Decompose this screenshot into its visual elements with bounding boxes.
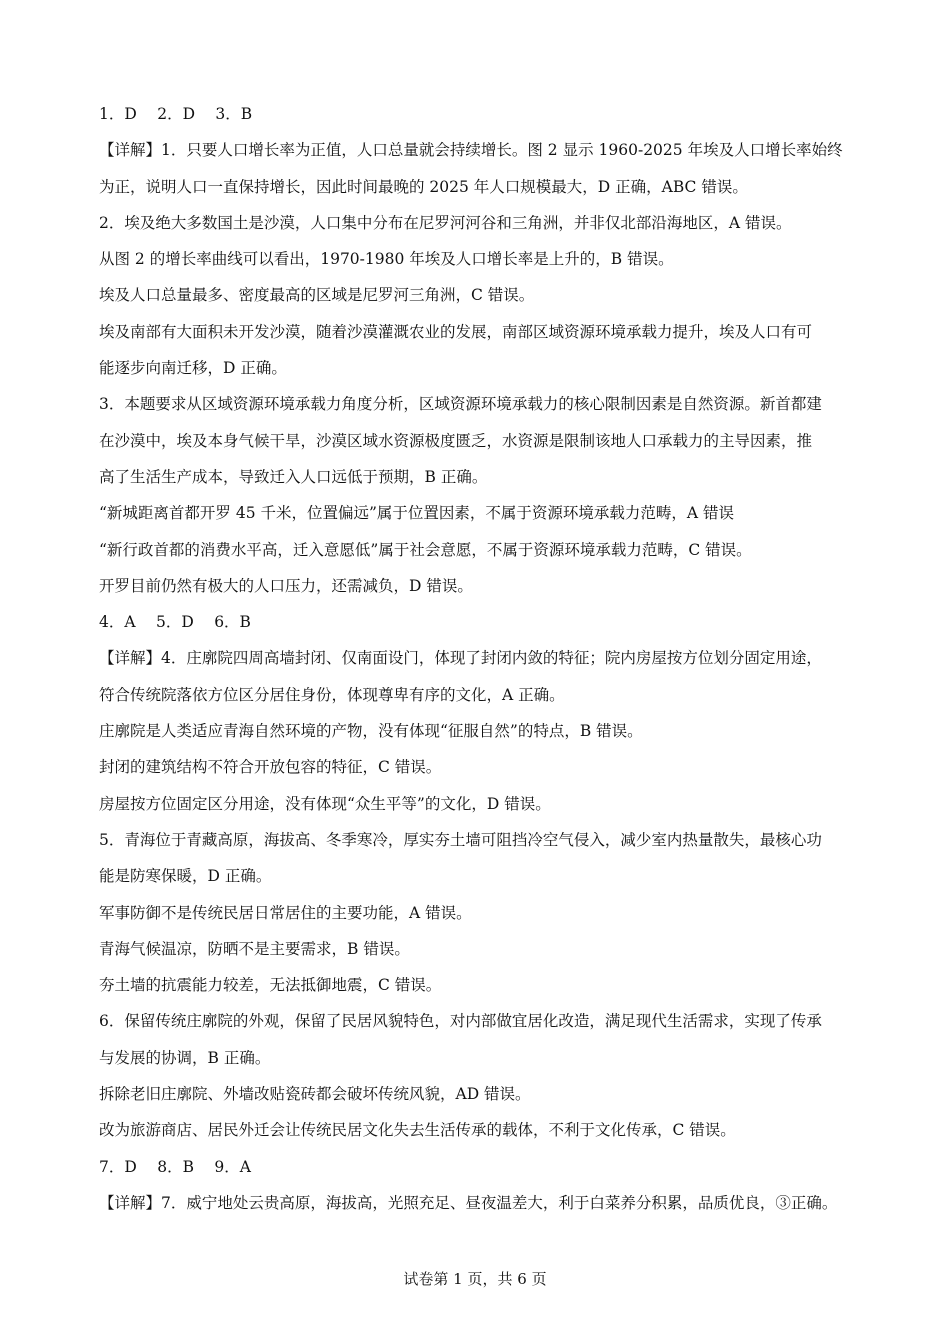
text-line: 与发展的协调，B 正确。 [99, 1048, 271, 1067]
page-footer: 试卷第 1 页，共 6 页 [403, 1270, 547, 1288]
text-line: 封闭的建筑结构不符合开放包容的特征，C 错误。 [99, 758, 442, 777]
text-line: 为正，说明人口一直保持增长，因此时间最晚的 2025 年人口规模最大，D 正确，ABC 错误。 [99, 177, 748, 196]
text-line: 【详解】1．只要人口增长率为正值，人口总量就会持续增长。图 2 显示 1960-2025 年埃及人口增长率始终 [99, 141, 843, 160]
answer-explanation-text [99, 96, 869, 1221]
text-line: 能逐步向南迁移，D 正确。 [99, 359, 287, 378]
text-line: 高了生活生产成本，导致迁入人口远低于预期，B 正确。 [99, 467, 488, 486]
text-line: 能是防寒保暖，D 正确。 [99, 867, 272, 886]
text-line: 军事防御不是传统民居日常居住的主要功能，A 错误。 [99, 903, 472, 922]
text-line: 夯土墙的抗震能力较差，无法抵御地震，C 错误。 [99, 976, 442, 995]
text-line: 符合传统院落依方位区分居住身份，体现尊卑有序的文化，A 正确。 [99, 685, 565, 704]
text-line: 在沙漠中，埃及本身气候干旱，沙漠区域水资源极度匮乏，水资源是限制该地人口承载力的主导因素，推 [99, 431, 813, 450]
text-line: 4．A 5．D 6．B [99, 613, 251, 632]
text-line: 5．青海位于青藏高原，海拔高、冬季寒冷，厚实夯土墙可阻挡冷空气侵入，减少室内热量散失，最核心功 [99, 830, 822, 849]
text-line: 庄廓院是人类适应青海自然环境的产物，没有体现“征服自然”的特点，B 错误。 [99, 722, 643, 741]
text-line: 改为旅游商店、居民外迁会让传统民居文化失去生活传承的载体，不利于文化传承，C 错误。 [99, 1121, 736, 1140]
text-line: 7．D 8．B 9．A [99, 1157, 251, 1176]
text-line: 埃及人口总量最多、密度最高的区域是尼罗河三角洲，C 错误。 [99, 286, 535, 305]
text-line: 3．本题要求从区域资源环境承载力角度分析，区域资源环境承载力的核心限制因素是自然资源。新首都建 [99, 395, 822, 414]
text-line: 埃及南部有大面积未开发沙漠，随着沙漠灌溉农业的发展，南部区域资源环境承载力提升，埃及人口有可 [99, 322, 813, 341]
text-line: 开罗目前仍然有极大的人口压力，还需减负，D 错误。 [99, 576, 473, 595]
text-line: 1．D 2．D 3．B [99, 105, 253, 123]
text-line: “新行政首都的消费水平高，迁入意愿低”属于社会意愿，不属于资源环境承载力范畴，C 错误。 [99, 540, 752, 559]
text-line: 从图 2 的增长率曲线可以看出，1970-1980 年埃及人口增长率是上升的，B 错误。 [99, 250, 674, 269]
text-line: 【详解】4．庄廓院四周高墙封闭、仅南面设门，体现了封闭内敛的特征；院内房屋按方位划分固定用途， [99, 649, 822, 668]
text-line: 6．保留传统庄廓院的外观，保留了民居风貌特色，对内部做宜居化改造，满足现代生活需求，实现了传承 [99, 1012, 822, 1031]
text-line: 2．埃及绝大多数国土是沙漠，人口集中分布在尼罗河河谷和三角洲，并非仅北部沿海地区，A 错误。 [99, 213, 792, 232]
text-line: 青海气候温凉，防晒不是主要需求，B 错误。 [99, 939, 410, 958]
text-line: “新城距离首都开罗 45 千米，位置偏远”属于位置因素，不属于资源环境承载力范畴，A 错误 [99, 504, 735, 523]
text-line: 拆除老旧庄廓院、外墙改贴瓷砖都会破坏传统风貌，AD 错误。 [99, 1085, 531, 1104]
text-line: 房屋按方位固定区分用途，没有体现“众生平等”的文化，D 错误。 [99, 794, 551, 813]
text-line: 【详解】7．威宁地处云贵高原，海拔高，光照充足、昼夜温差大，利于白菜养分积累，品质优良，③正确。 [99, 1193, 838, 1212]
